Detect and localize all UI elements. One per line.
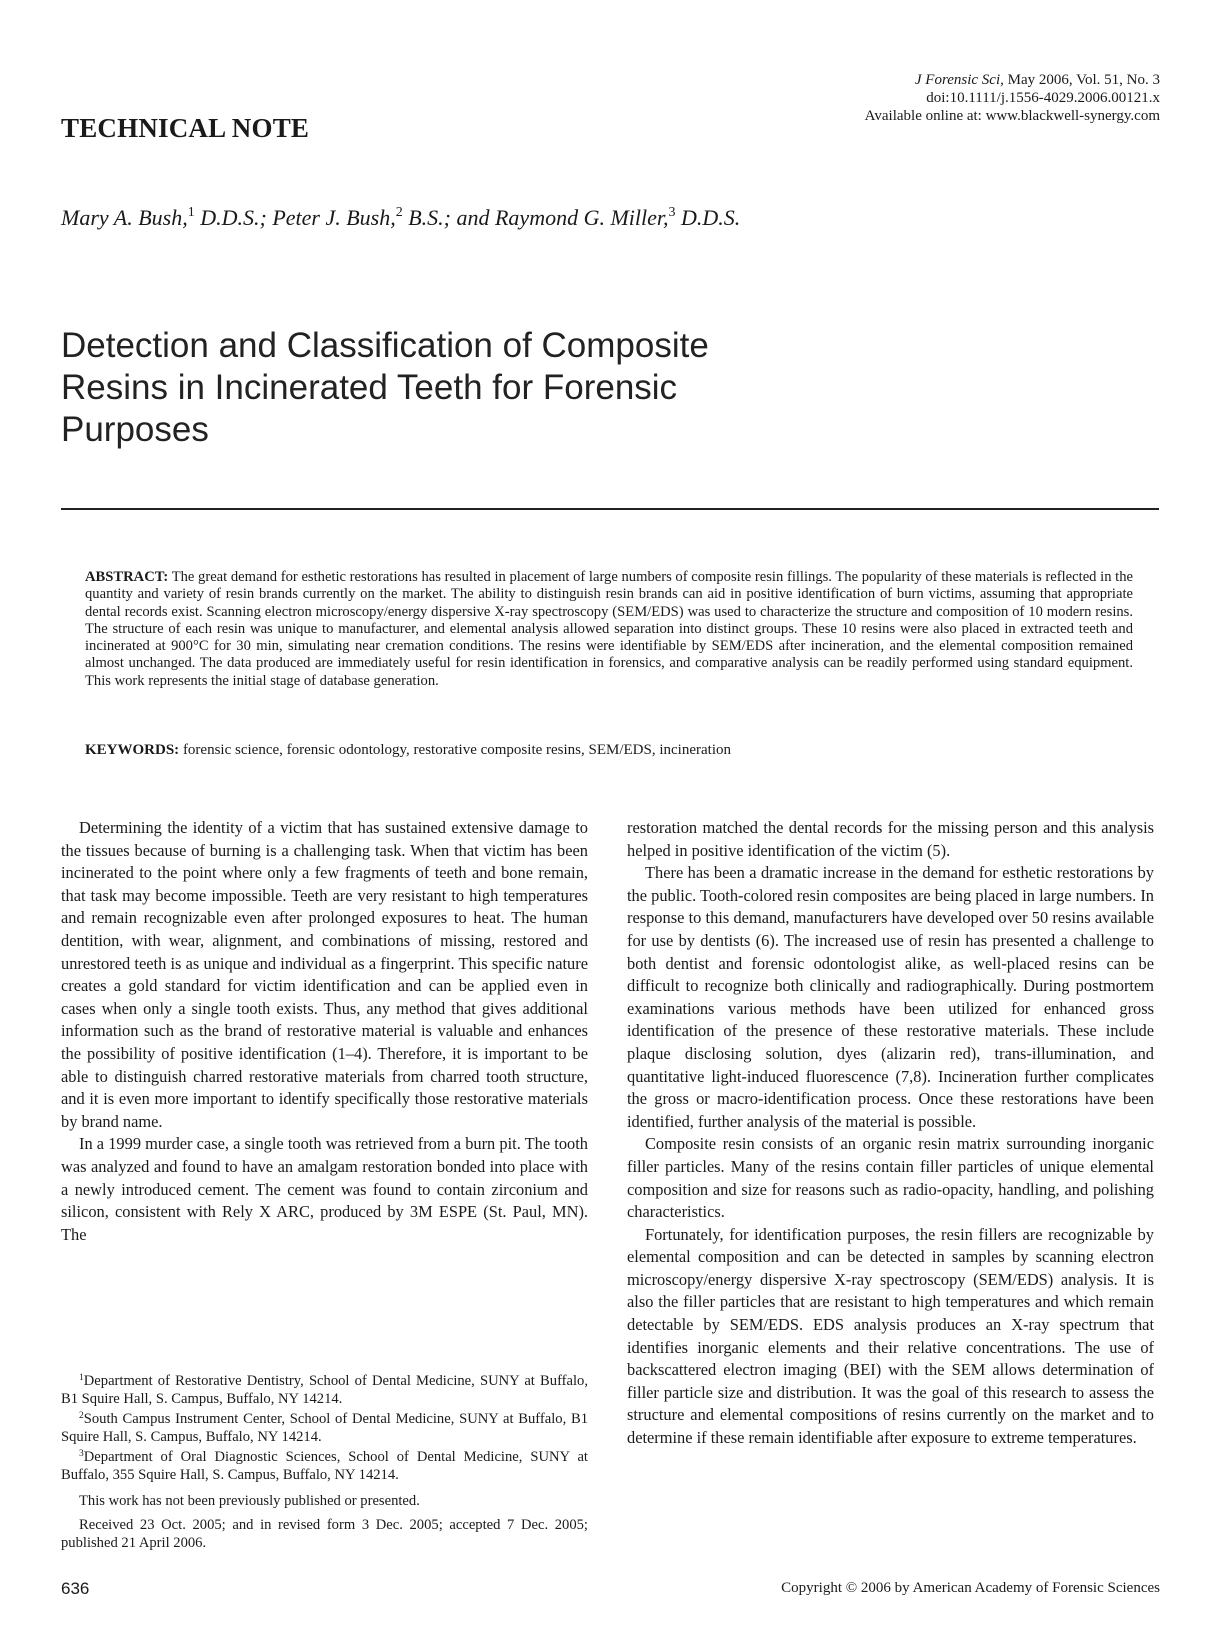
author-degree: D.D.S. [681,205,741,230]
author-affiliation-marker: 3 [668,205,676,220]
journal-issue: May 2006, Vol. 51, No. 3 [1007,72,1160,88]
abstract-label: ABSTRACT: [85,569,169,585]
paper-title: Detection and Classification of Composite Resins in Incinerated Teeth for Forensic Purposes [61,326,709,449]
journal-name: J Forensic Sci, [914,72,1004,88]
author-name: Raymond G. Miller, [494,205,669,230]
author-degree: D.D.S.; [200,205,267,230]
author-name: Peter J. Bush, [272,205,396,230]
received-note: Received 23 Oct. 2005; and in revised form 3 Dec. 2005; accepted 7 Dec. 2005; published 21 April 2006. [61,1517,588,1551]
keywords-label: KEYWORDS: [85,742,180,758]
author-line [61,205,740,231]
journal-availability: Available online at: www.blackwell-synergy.com [864,108,1160,124]
footnote [61,1410,588,1446]
author-degree: B.S.; and [408,205,490,230]
abstract-text: The great demand for esthetic restorations has resulted in placement of large numbers of composite resin fillings. The popularity of these materials is reflected in the quantity and variety of resin brands currently on the market. The ability to distinguish resin brands can aid in positive identification of burn victims, assuming that appropriate dental records exist. Scanning electron microscopy/energy dispersive X-ray spectroscopy (SEM/EDS) was used to characterize the structure and composition of 10 modern resins. The structure of each resin was unique to manufacturer, and elemental analysis allowed separation into distinct groups. These 10 resins were also placed in extracted teeth and incinerated at 900°C for 30 min, simulating near cremation conditions. The resins were identifiable by SEM/EDS after incineration, and the elemental composition remained almost unchanged. The data produced are immediately useful for resin identification in forensics, and comparative analysis can be readily performed using standard equipment. This work represents the initial stage of database generation. [85,569,1133,689]
journal-citation [865,71,1160,89]
body-paragraph: Composite resin consists of an organic resin matrix surrounding inorganic filler particles. Many of the resins contain filler particles of unique elemental composition and size for reasons such as radio-opacity, handling, and polishing characteristics. [627,1134,1154,1222]
body-paragraph: Determining the identity of a victim that has sustained extensive damage to the tissues because of burning is a challenging task. When that victim has been incinerated to the point where only a few fragments of teeth and bone remain, that task may become impossible. Teeth are very resistant to high temperatures and remain recognizable even after prolonged exposures to heat. The human dentition, with wear, alignment, and combinations of missing, restored and unrestored teeth is as unique and individual as a fingerprint. This specific nature creates a gold standard for victim identification and can be applied even in cases when only a single tooth exists. Thus, any method that gives additional information such as the brand of restorative material is valuable and enhances the possibility of positive identification (1–4). Therefore, it is important to be able to distinguish charred restorative materials from charred tooth structure, and it is even more important to identify specifically those restorative materials by brand name. [61,818,588,1131]
footnote-marker: 1 [79,1373,84,1383]
copyright-notice: Copyright © 2006 by American Academy of Forensic Sciences [781,1580,1160,1596]
body-paragraph: There has been a dramatic increase in the demand for esthetic restorations by the public. Tooth-colored resin composites are being placed in large numbers. In response to this demand, manufacturers have developed over 50 resins available for use by dentists (6). The increased use of resin has presented a challenge to both dentist and forensic odontologist alike, as well-placed resins can be difficult to recognize both clinically and radiographically. During postmortem examinations various methods have been utilized for enhanced gross identification of the presence of these restorative materials. These include plaque disclosing solution, dyes (alizarin red), trans-illumination, and quantitative light-induced fluorescence (7,8). Incineration further complicates the gross or macro-identification process. Once these restorations have been identified, further analysis of the material is possible. [627,863,1154,1131]
body-paragraph: Fortunately, for identification purposes, the resin fillers are recognizable by elemental composition and can be detected in samples by scanning electron microscopy/energy dispersive X-ray spectroscopy (SEM/EDS) analysis. It is also the filler particles that are resistant to high temperatures and which remain detectable by SEM/EDS. EDS analysis produces an X-ray spectrum that identifies inorganic elements and their relative concentrations. The use of backscattered electron imaging (BEI) with the SEM allows determination of filler particle size and distribution. It was the goal of this research to assess the structure and elemental compositions of resins currently on the market and to determine if these remain identifiable after exposure to extreme temperatures. [627,1224,1154,1448]
footnote-text: Department of Restorative Dentistry, School of Dental Medicine, SUNY at Buffalo, B1 Squire Hall, S. Campus, Buffalo, NY 14214. [61,1373,588,1407]
author-affiliation-marker: 1 [187,205,195,220]
page-number: 636 [61,1579,90,1598]
keywords-text: forensic science, forensic odontology, restorative composite resins, SEM/EDS, incineration [182,742,731,758]
keywords [85,742,1133,759]
body-column-left [61,817,588,1246]
body-paragraph: In a 1999 murder case, a single tooth was retrieved from a burn pit. The tooth was analyzed and found to have an amalgam restoration bonded into place with a newly introduced cement. The cement was found to contain zirconium and silicon, consistent with Rely X ARC, produced by 3M ESPE (St. Paul, MN). The [61,1134,588,1244]
footnotes [61,1372,588,1558]
footnote-text: Department of Oral Diagnostic Sciences, School of Dental Medicine, SUNY at Buffalo, 355 Squire Hall, S. Campus, Buffalo, NY 14214. [61,1449,588,1483]
journal-info [865,71,1160,125]
author-name: Mary A. Bush, [61,205,188,230]
journal-doi: doi:10.1111/j.1556-4029.2006.00121.x [926,90,1160,106]
footnote-marker: 2 [79,1411,84,1421]
footnote [61,1372,588,1408]
section-label: TECHNICAL NOTE [61,113,310,143]
footnote-text: South Campus Instrument Center, School of Dental Medicine, SUNY at Buffalo, B1 Squire Hall, S. Campus, Buffalo, NY 14214. [61,1411,588,1445]
body-column-right [627,817,1154,1450]
title-divider [61,508,1159,510]
footnote [61,1448,588,1484]
abstract [85,569,1133,690]
publication-note: This work has not been previously published or presented. [79,1493,420,1509]
body-paragraph: restoration matched the dental records for the missing person and this analysis helped in positive identification of the victim (5). [627,818,1154,860]
footnote-marker: 3 [79,1449,84,1459]
author-affiliation-marker: 2 [395,205,403,220]
